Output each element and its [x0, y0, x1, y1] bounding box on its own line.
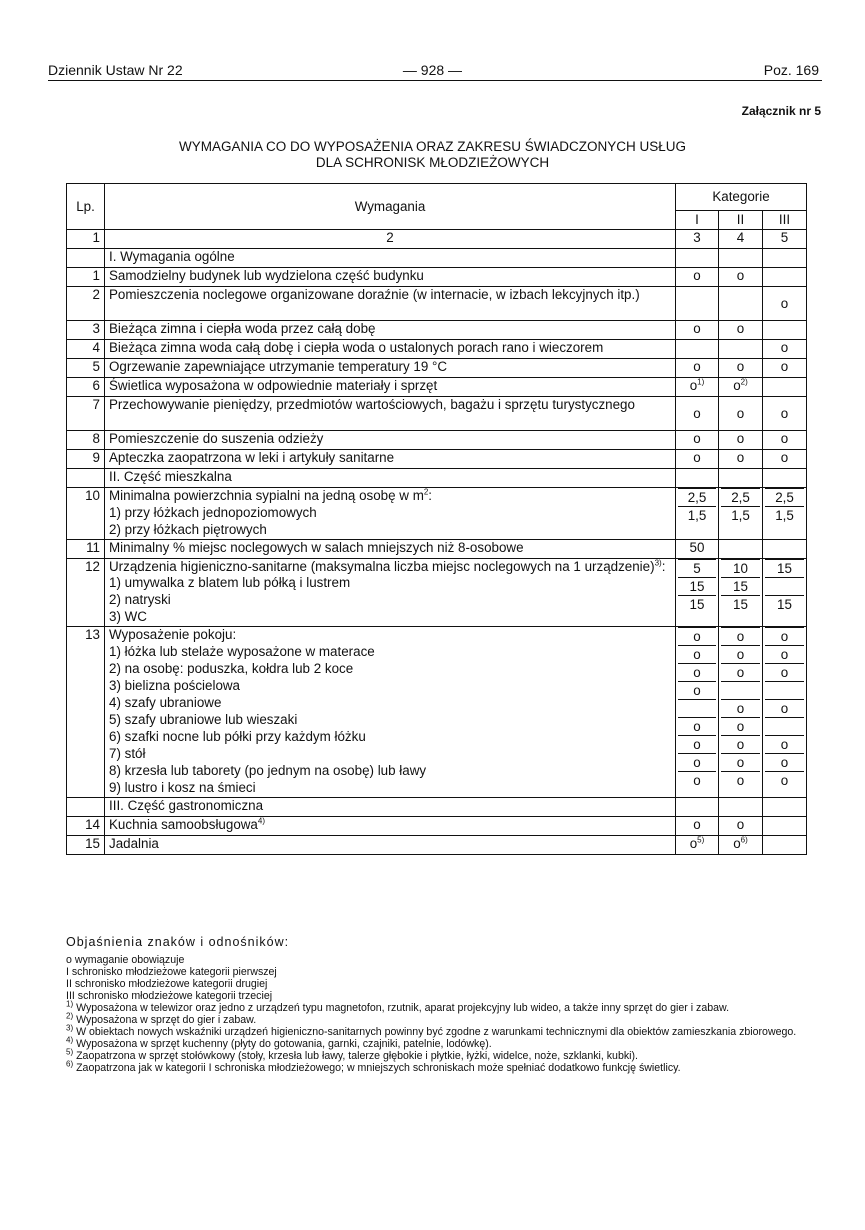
- row-text: Apteczka zaopatrzona w leki i artykuły sanitarne: [105, 450, 676, 469]
- cat-2-mark: [719, 540, 763, 559]
- cat-3-mark: [763, 321, 807, 340]
- cell-value: 1,5: [721, 506, 760, 524]
- table-row: [67, 340, 807, 359]
- cat-1-mark: o: [676, 359, 719, 378]
- cell-value: o: [678, 681, 716, 699]
- legend-item: III schronisko młodzieżowe kategorii trzeciej: [66, 990, 273, 1002]
- sub-item: 2) przy łóżkach piętrowych: [109, 522, 267, 537]
- cell-value: 2,5: [678, 488, 716, 506]
- footnote-mark: 4): [66, 1035, 74, 1045]
- row-lp: 10: [67, 488, 105, 540]
- sub-item: 1) umywalka z blatem lub półką i lustrem: [109, 575, 351, 590]
- footnote-mark: 6): [66, 1059, 74, 1069]
- sub-item: 1) przy łóżkach jednopoziomowych: [109, 505, 317, 520]
- cat-2-mark: o: [719, 321, 763, 340]
- journal-title: Dziennik Ustaw Nr 22: [48, 62, 183, 78]
- table-row: [67, 321, 807, 340]
- cell-value: o: [765, 735, 804, 753]
- row-lp: 7: [67, 397, 105, 431]
- sub-item: 8) krzesła lub taborety (po jednym na osobę) lub ławy: [109, 763, 427, 778]
- sub-item: 1) łóżka lub stelaże wyposażone w materace: [109, 644, 375, 659]
- cat-1-values: [676, 488, 719, 540]
- footnote-ref: 2): [740, 377, 748, 387]
- page-number: — 928 —: [402, 62, 463, 78]
- table-row: [67, 559, 807, 627]
- num-4: 4: [719, 230, 763, 249]
- row-text: Bieżąca zimna woda całą dobę i ciepła woda o ustalonych porach rano i wieczorem: [105, 340, 676, 359]
- row-text: Bieżąca zimna i ciepła woda przez całą dobę: [105, 321, 676, 340]
- cell-value: [678, 699, 716, 717]
- cat-1-mark: [676, 836, 719, 855]
- cell-value: 1,5: [678, 506, 716, 524]
- num-5: 5: [763, 230, 807, 249]
- cat-3-mark: [763, 836, 807, 855]
- cat-3-values: [763, 488, 807, 540]
- cat-3-mark: [763, 817, 807, 836]
- cat-I-header: I: [676, 211, 719, 230]
- footnote: [66, 1011, 806, 1026]
- cat-2-mark: o: [719, 268, 763, 287]
- cat-3-values: [763, 627, 807, 798]
- cat-2-mark: [719, 378, 763, 397]
- table-row: [67, 287, 807, 321]
- col-requirements-header: Wymagania: [105, 184, 676, 230]
- cat-III-header: III: [763, 211, 807, 230]
- footnote-mark: 5): [66, 1047, 74, 1057]
- cat-1-mark: o: [676, 321, 719, 340]
- cell-value: o: [721, 735, 760, 753]
- cell-value: o: [678, 753, 716, 771]
- row-text: Minimalny % miejsc noclegowych w salach mniejszych niż 8-osobowe: [105, 540, 676, 559]
- cell-value: 2,5: [765, 488, 804, 506]
- footnote-text: W obiektach nowych wskaźniki urządzeń higieniczno-sanitarnych powinny być zgodne z warunkami technicznymi dla obiektów zamieszkania zbiorowego.: [76, 1026, 797, 1038]
- mark: o: [733, 378, 741, 393]
- cat-2-values: [719, 488, 763, 540]
- sub-item: 4) szafy ubraniowe: [109, 695, 222, 710]
- cat-1-mark: [676, 340, 719, 359]
- footnote-ref: 5): [697, 835, 705, 845]
- cell-value: [765, 577, 804, 595]
- row-lp: 4: [67, 340, 105, 359]
- row-main-tail: :: [428, 488, 433, 503]
- table-row: [67, 627, 807, 798]
- section-row: [67, 249, 807, 268]
- cell-value: o: [721, 663, 760, 681]
- cat-1-mark: o: [676, 450, 719, 469]
- cell-value: o: [678, 771, 716, 789]
- row-main-text: Minimalna powierzchnia sypialni na jedną osobę w m: [109, 488, 424, 503]
- mark: o: [733, 836, 741, 851]
- cat-1-mark: 50: [676, 540, 719, 559]
- row-lp: 15: [67, 836, 105, 855]
- footnote-text: Zaopatrzona jak w kategorii I schroniska młodzieżowego; w mniejszych schroniskach może spełniać dodatkowo funkcję świetlicy.: [76, 1062, 681, 1074]
- footnote-text: Wyposażona w sprzęt do gier i zabaw.: [76, 1014, 257, 1026]
- sub-item: 3) bielizna pościelowa: [109, 678, 241, 693]
- legend-item: I schronisko młodzieżowe kategorii pierwszej: [66, 966, 277, 978]
- cell-value: 2,5: [721, 488, 760, 506]
- row-lp: 6: [67, 378, 105, 397]
- cell-value: o: [765, 753, 804, 771]
- cell-value: o: [721, 645, 760, 663]
- row-lp: 8: [67, 431, 105, 450]
- cell-value: 5: [678, 559, 716, 577]
- cell-value: o: [721, 627, 760, 645]
- section-row: [67, 798, 807, 817]
- footnote: [66, 1023, 806, 1038]
- sub-item: 6) szafki nocne lub półki przy każdym łóżku: [109, 729, 366, 744]
- section-title: III. Część gastronomiczna: [105, 798, 676, 817]
- row-text: Ogrzewanie zapewniające utrzymanie temperatury 19 °C: [105, 359, 676, 378]
- col-categories-header: Kategorie: [676, 184, 807, 211]
- cell-value: [765, 717, 804, 735]
- row-text: [105, 627, 676, 798]
- position-number: Poz. 169: [763, 62, 819, 78]
- sub-item: 5) szafy ubraniowe lub wieszaki: [109, 712, 298, 727]
- cat-1-mark: o: [676, 431, 719, 450]
- footnote-ref: 1): [697, 377, 705, 387]
- cat-2-values: [719, 627, 763, 798]
- table-row: [67, 836, 807, 855]
- cat-1-mark: [676, 287, 719, 321]
- section-title: I. Wymagania ogólne: [105, 249, 676, 268]
- row-lp: 2: [67, 287, 105, 321]
- cat-1-mark: o: [676, 397, 719, 431]
- row-text: Jadalnia: [105, 836, 676, 855]
- cell-value: o: [678, 663, 716, 681]
- row-lp: 11: [67, 540, 105, 559]
- footnote-text: Wyposażona w telewizor oraz jedno z urządzeń typu magnetofon, rzutnik, aparat projekcyjny lub wideo, a także inny sprzęt do gier i zabaw.: [76, 1002, 730, 1014]
- row-text: [105, 559, 676, 627]
- row-lp: 3: [67, 321, 105, 340]
- mark: o: [689, 378, 698, 393]
- cell-value: 15: [765, 595, 804, 613]
- num-1: 1: [67, 230, 105, 249]
- footnote: [66, 1047, 806, 1062]
- notes-heading: Objaśnienia znaków i odnośników:: [66, 935, 290, 949]
- row-text: Pomieszczenia noclegowe organizowane doraźnie (w internacie, w izbach lekcyjnych itp.): [105, 287, 676, 321]
- footnote: [66, 1035, 806, 1050]
- cat-2-mark: o: [719, 450, 763, 469]
- row-main-text: Urządzenia higieniczno-sanitarne (maksymalna liczba miejsc noclegowych na 1 urządzenie): [109, 559, 655, 574]
- cat-3-mark: o: [763, 287, 807, 321]
- row-main-text: Wyposażenie pokoju:: [109, 627, 237, 642]
- footnote: [66, 1059, 806, 1074]
- table-header-row: [67, 184, 807, 211]
- row-lp: 1: [67, 268, 105, 287]
- cell-value: o: [721, 699, 760, 717]
- cat-1-mark: o: [676, 268, 719, 287]
- cell-value: o: [678, 627, 716, 645]
- cell-value: o: [765, 663, 804, 681]
- footnote-text: Zaopatrzona w sprzęt stołówkowy (stoły, krzesła lub ławy, talerze głębokie i płytkie, łyżki, widelce, noże, szklanki, kubki).: [76, 1050, 638, 1062]
- num-2: 2: [105, 230, 676, 249]
- cat-2-mark: o: [719, 359, 763, 378]
- cat-1-mark: [676, 378, 719, 397]
- row-text: Przechowywanie pieniędzy, przedmiotów wartościowych, bagażu i sprzętu turystycznego: [105, 397, 676, 431]
- footnote-text: Wyposażona w sprzęt kuchenny (płyty do gotowania, garnki, czajniki, patelnie, lodówkę).: [76, 1038, 492, 1050]
- header-rule: [48, 80, 822, 81]
- cat-2-mark: o: [719, 817, 763, 836]
- cat-3-mark: o: [763, 340, 807, 359]
- cat-2-mark: [719, 287, 763, 321]
- row-lp: 12: [67, 559, 105, 627]
- sub-item: 2) natryski: [109, 592, 171, 607]
- table-row: [67, 540, 807, 559]
- cell-value: o: [721, 771, 760, 789]
- document-title-line-1: WYMAGANIA CO DO WYPOSAŻENIA ORAZ ZAKRESU ŚWIADCZONYCH USŁUG: [178, 139, 687, 154]
- footnote: [66, 999, 806, 1014]
- sub-item: 2) na osobę: poduszka, kołdra lub 2 koce: [109, 661, 354, 676]
- cat-1-values: [676, 627, 719, 798]
- table-row: [67, 359, 807, 378]
- numbering-row: [67, 230, 807, 249]
- row-text: Świetlica wyposażona w odpowiednie materiały i sprzęt: [105, 378, 676, 397]
- cell-value: 15: [678, 595, 716, 613]
- row-main-text: Kuchnia samoobsługowa: [109, 817, 258, 832]
- cell-value: o: [678, 717, 716, 735]
- cat-2-mark: o: [719, 397, 763, 431]
- row-lp: 13: [67, 627, 105, 798]
- annex-label: Załącznik nr 5: [741, 104, 821, 118]
- cat-1-mark: o: [676, 817, 719, 836]
- cat-3-mark: [763, 268, 807, 287]
- row-text: [105, 488, 676, 540]
- cat-3-mark: [763, 378, 807, 397]
- table-row: [67, 431, 807, 450]
- row-text: Samodzielny budynek lub wydzielona część budynku: [105, 268, 676, 287]
- cat-3-values: [763, 559, 807, 627]
- requirements-table: [66, 183, 807, 855]
- row-lp: 9: [67, 450, 105, 469]
- cell-value: o: [721, 717, 760, 735]
- cell-value: o: [678, 735, 716, 753]
- cat-2-mark: [719, 340, 763, 359]
- section-row: [67, 469, 807, 488]
- cell-value: 10: [721, 559, 760, 577]
- table-row: [67, 268, 807, 287]
- cell-value: o: [765, 627, 804, 645]
- section-title: II. Część mieszkalna: [105, 469, 676, 488]
- table-row: [67, 378, 807, 397]
- cat-1-values: [676, 559, 719, 627]
- cell-value: [765, 681, 804, 699]
- cell-value: o: [765, 645, 804, 663]
- cell-value: o: [765, 699, 804, 717]
- cell-value: o: [721, 753, 760, 771]
- footnote-mark: 2): [66, 1011, 74, 1021]
- notes-section: [66, 936, 806, 1074]
- cell-value: o: [765, 771, 804, 789]
- row-text: [105, 817, 676, 836]
- superscript: 2: [423, 487, 429, 497]
- superscript: 4): [257, 816, 266, 826]
- cell-value: 15: [721, 577, 760, 595]
- cat-3-mark: o: [763, 431, 807, 450]
- cell-value: 1,5: [765, 506, 804, 524]
- footnote-mark: 3): [66, 1023, 74, 1033]
- table-row: [67, 450, 807, 469]
- footnote-mark: 1): [66, 999, 74, 1009]
- sub-item: 7) stół: [109, 746, 146, 761]
- row-lp: 5: [67, 359, 105, 378]
- mark: o: [689, 836, 698, 851]
- row-main-tail: :: [661, 559, 666, 574]
- cat-2-values: [719, 559, 763, 627]
- cat-3-mark: o: [763, 359, 807, 378]
- cell-value: o: [678, 645, 716, 663]
- document-title-line-2: DLA SCHRONISK MŁODZIEŻOWYCH: [315, 155, 550, 170]
- row-lp: 14: [67, 817, 105, 836]
- table-row: [67, 488, 807, 540]
- cell-value: 15: [678, 577, 716, 595]
- cell-value: [721, 681, 760, 699]
- cat-3-mark: [763, 540, 807, 559]
- sub-item: 3) WC: [109, 609, 147, 624]
- cell-value: 15: [721, 595, 760, 613]
- cat-2-mark: o: [719, 431, 763, 450]
- cell-value: 15: [765, 559, 804, 577]
- sub-item: 9) lustro i kosz na śmieci: [109, 780, 256, 795]
- cat-3-mark: o: [763, 397, 807, 431]
- footnote-ref: 6): [740, 835, 748, 845]
- table-row: [67, 817, 807, 836]
- cat-2-mark: [719, 836, 763, 855]
- superscript: 3): [654, 558, 662, 568]
- cat-II-header: II: [719, 211, 763, 230]
- legend-item: II schronisko młodzieżowe kategorii drugiej: [66, 978, 268, 990]
- table-row: [67, 397, 807, 431]
- cat-3-mark: o: [763, 450, 807, 469]
- col-lp-header: Lp.: [67, 184, 105, 230]
- num-3: 3: [676, 230, 719, 249]
- row-text: Pomieszczenie do suszenia odzieży: [105, 431, 676, 450]
- legend-item: o wymaganie obowiązuje: [66, 954, 185, 966]
